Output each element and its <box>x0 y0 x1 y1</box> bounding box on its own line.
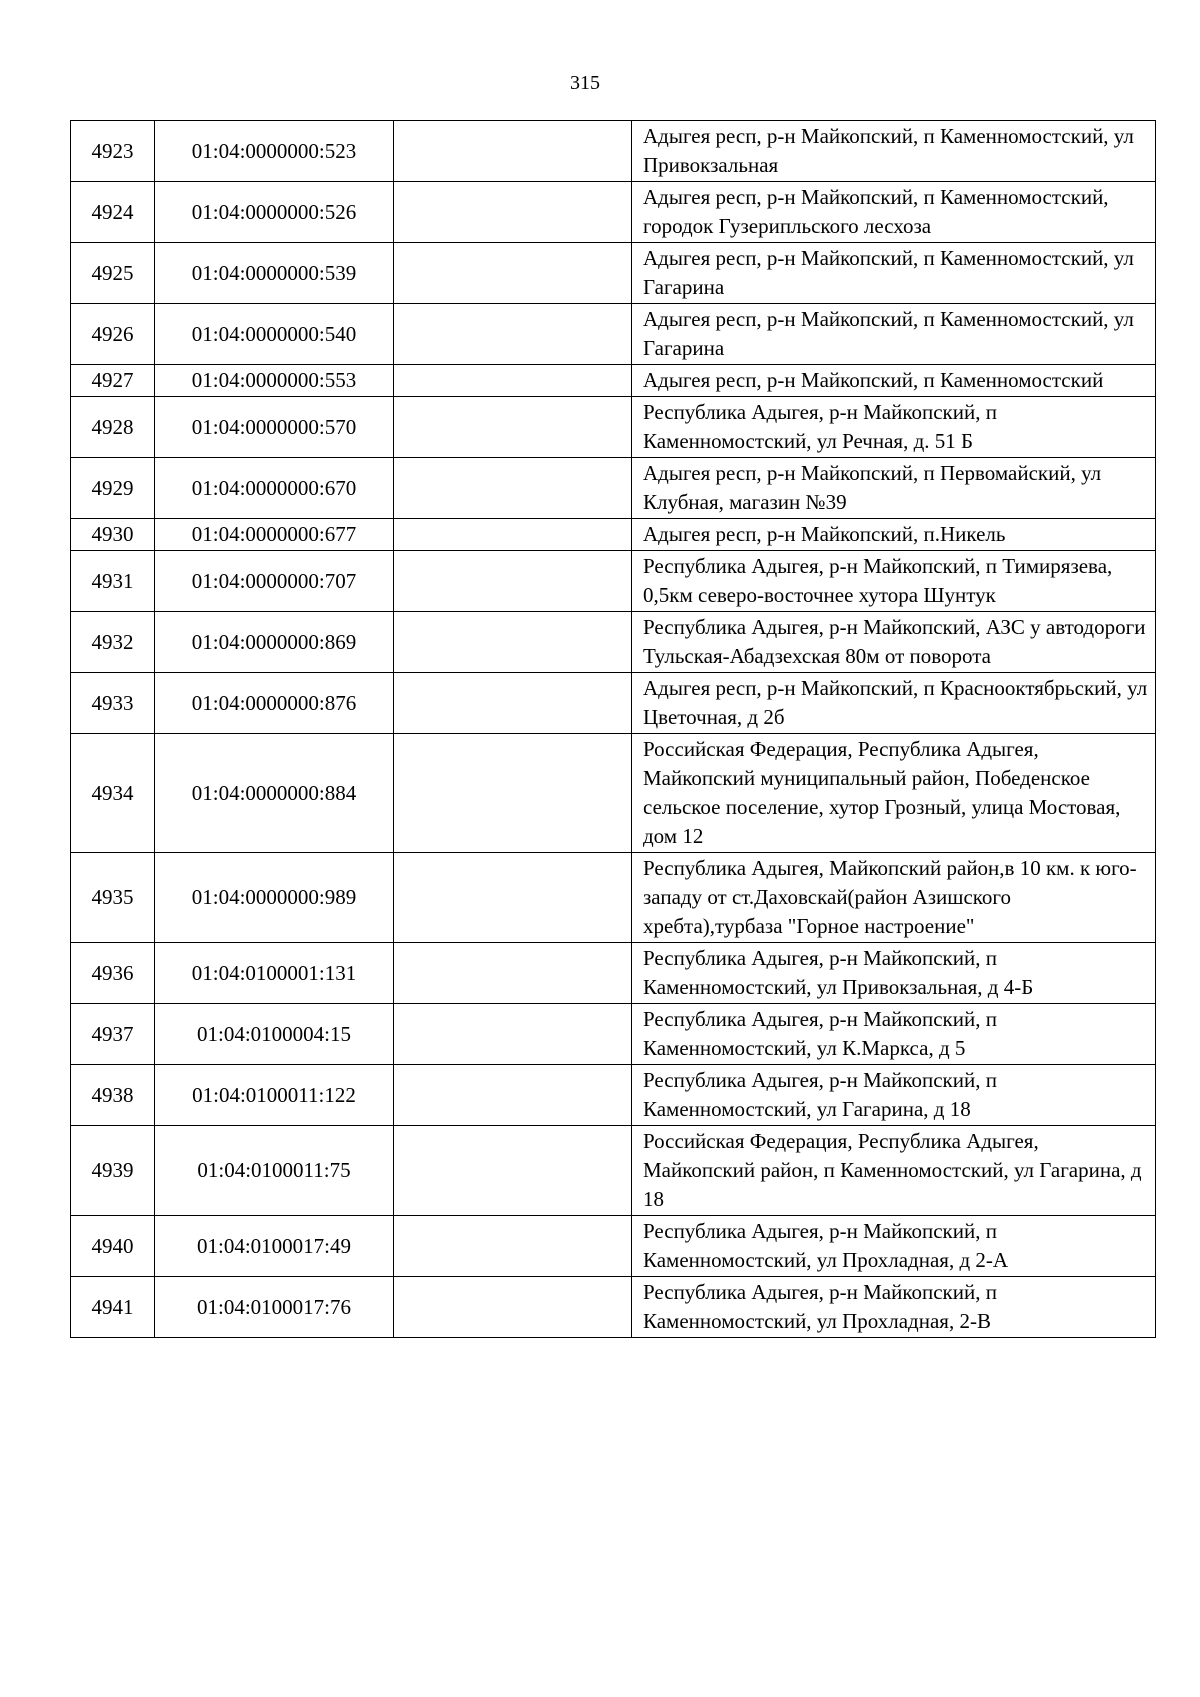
cadastral-number-cell: 01:04:0000000:523 <box>155 121 394 182</box>
empty-cell <box>394 853 632 943</box>
empty-cell <box>394 304 632 365</box>
table-row <box>71 734 1156 853</box>
empty-cell <box>394 121 632 182</box>
address-cell: Республика Адыгея, р-н Майкопский, п Каменномостский, ул Прохладная, 2-В <box>632 1277 1156 1338</box>
address-cell: Адыгея респ, р-н Майкопский, п Каменномостский, городок Гузерипльского лесхоза <box>632 182 1156 243</box>
cadastral-number-cell: 01:04:0000000:670 <box>155 458 394 519</box>
empty-cell <box>394 1126 632 1216</box>
address-cell: Республика Адыгея, р-н Майкопский, п Каменномостский, ул Гагарина, д 18 <box>632 1065 1156 1126</box>
empty-cell <box>394 1277 632 1338</box>
empty-cell <box>394 397 632 458</box>
row-number-cell: 4930 <box>71 519 155 551</box>
cadastral-number-cell: 01:04:0000000:884 <box>155 734 394 853</box>
empty-cell <box>394 365 632 397</box>
address-cell: Адыгея респ, р-н Майкопский, п Каменномостский, ул Гагарина <box>632 243 1156 304</box>
table-row <box>71 1065 1156 1126</box>
row-number-cell: 4929 <box>71 458 155 519</box>
table-row <box>71 673 1156 734</box>
table-row <box>71 551 1156 612</box>
cadastral-number-cell: 01:04:0000000:570 <box>155 397 394 458</box>
empty-cell <box>394 943 632 1004</box>
address-cell: Адыгея респ, р-н Майкопский, п Первомайский, ул Клубная, магазин №39 <box>632 458 1156 519</box>
address-cell: Республика Адыгея, р-н Майкопский, п Каменномостский, ул К.Маркса, д 5 <box>632 1004 1156 1065</box>
cadastral-number-cell: 01:04:0100017:49 <box>155 1216 394 1277</box>
empty-cell <box>394 551 632 612</box>
table-row <box>71 365 1156 397</box>
empty-cell <box>394 612 632 673</box>
table-row <box>71 243 1156 304</box>
table-row <box>71 1004 1156 1065</box>
row-number-cell: 4933 <box>71 673 155 734</box>
cadastral-number-cell: 01:04:0000000:869 <box>155 612 394 673</box>
address-cell: Республика Адыгея, Майкопский район,в 10 км. к юго-западу от ст.Даховскай(район Азишского хребта),турбаза "Горное настроение" <box>632 853 1156 943</box>
cadastral-number-cell: 01:04:0000000:526 <box>155 182 394 243</box>
empty-cell <box>394 243 632 304</box>
cadastral-number-cell: 01:04:0100017:76 <box>155 1277 394 1338</box>
row-number-cell: 4937 <box>71 1004 155 1065</box>
row-number-cell: 4925 <box>71 243 155 304</box>
cadastral-number-cell: 01:04:0100004:15 <box>155 1004 394 1065</box>
table-row <box>71 612 1156 673</box>
empty-cell <box>394 1216 632 1277</box>
table-row <box>71 853 1156 943</box>
row-number-cell: 4927 <box>71 365 155 397</box>
table-row <box>71 304 1156 365</box>
address-cell: Республика Адыгея, р-н Майкопский, п Тимирязева, 0,5км северо-восточнее хутора Шунтук <box>632 551 1156 612</box>
empty-cell <box>394 734 632 853</box>
address-cell: Республика Адыгея, р-н Майкопский, п Каменномостский, ул Привокзальная, д 4-Б <box>632 943 1156 1004</box>
table-row <box>71 182 1156 243</box>
empty-cell <box>394 1065 632 1126</box>
cadastral-number-cell: 01:04:0000000:539 <box>155 243 394 304</box>
empty-cell <box>394 673 632 734</box>
row-number-cell: 4924 <box>71 182 155 243</box>
table-row <box>71 519 1156 551</box>
cadastral-number-cell: 01:04:0000000:876 <box>155 673 394 734</box>
table-row <box>71 943 1156 1004</box>
cadastral-number-cell: 01:04:0000000:553 <box>155 365 394 397</box>
table-row <box>71 1216 1156 1277</box>
page-number: 315 <box>570 72 600 94</box>
cadastral-number-cell: 01:04:0100001:131 <box>155 943 394 1004</box>
address-cell: Республика Адыгея, р-н Майкопский, п Каменномостский, ул Прохладная, д 2-А <box>632 1216 1156 1277</box>
cadastral-number-cell: 01:04:0000000:540 <box>155 304 394 365</box>
cadastral-number-cell: 01:04:0000000:989 <box>155 853 394 943</box>
row-number-cell: 4923 <box>71 121 155 182</box>
address-cell: Адыгея респ, р-н Майкопский, п Краснооктябрьский, ул Цветочная, д 2б <box>632 673 1156 734</box>
address-cell: Адыгея респ, р-н Майкопский, п Каменномостский <box>632 365 1156 397</box>
row-number-cell: 4928 <box>71 397 155 458</box>
table-row <box>71 1277 1156 1338</box>
cadastral-number-cell: 01:04:0000000:707 <box>155 551 394 612</box>
address-cell: Республика Адыгея, р-н Майкопский, АЗС у автодороги Тульская-Абадзехская 80м от поворота <box>632 612 1156 673</box>
table-row <box>71 458 1156 519</box>
address-cell: Адыгея респ, р-н Майкопский, п Каменномостский, ул Гагарина <box>632 304 1156 365</box>
cadastral-number-cell: 01:04:0100011:75 <box>155 1126 394 1216</box>
table-row <box>71 121 1156 182</box>
registry-table <box>70 120 1156 1338</box>
row-number-cell: 4940 <box>71 1216 155 1277</box>
cadastral-number-cell: 01:04:0000000:677 <box>155 519 394 551</box>
row-number-cell: 4941 <box>71 1277 155 1338</box>
address-cell: Российская Федерация, Республика Адыгея, Майкопский муниципальный район, Победенское сельское поселение, хутор Грозный, улица Мостовая, дом 12 <box>632 734 1156 853</box>
row-number-cell: 4939 <box>71 1126 155 1216</box>
address-cell: Адыгея респ, р-н Майкопский, п Каменномостский, ул Привокзальная <box>632 121 1156 182</box>
table-row <box>71 397 1156 458</box>
empty-cell <box>394 1004 632 1065</box>
empty-cell <box>394 458 632 519</box>
cadastral-number-cell: 01:04:0100011:122 <box>155 1065 394 1126</box>
row-number-cell: 4935 <box>71 853 155 943</box>
row-number-cell: 4936 <box>71 943 155 1004</box>
registry-table-body <box>71 121 1156 1338</box>
row-number-cell: 4938 <box>71 1065 155 1126</box>
row-number-cell: 4931 <box>71 551 155 612</box>
address-cell: Российская Федерация, Республика Адыгея, Майкопский район, п Каменномостский, ул Гагарина, д 18 <box>632 1126 1156 1216</box>
empty-cell <box>394 182 632 243</box>
address-cell: Республика Адыгея, р-н Майкопский, п Каменномостский, ул Речная, д. 51 Б <box>632 397 1156 458</box>
address-cell: Адыгея респ, р-н Майкопский, п.Никель <box>632 519 1156 551</box>
empty-cell <box>394 519 632 551</box>
row-number-cell: 4934 <box>71 734 155 853</box>
row-number-cell: 4932 <box>71 612 155 673</box>
row-number-cell: 4926 <box>71 304 155 365</box>
table-row <box>71 1126 1156 1216</box>
